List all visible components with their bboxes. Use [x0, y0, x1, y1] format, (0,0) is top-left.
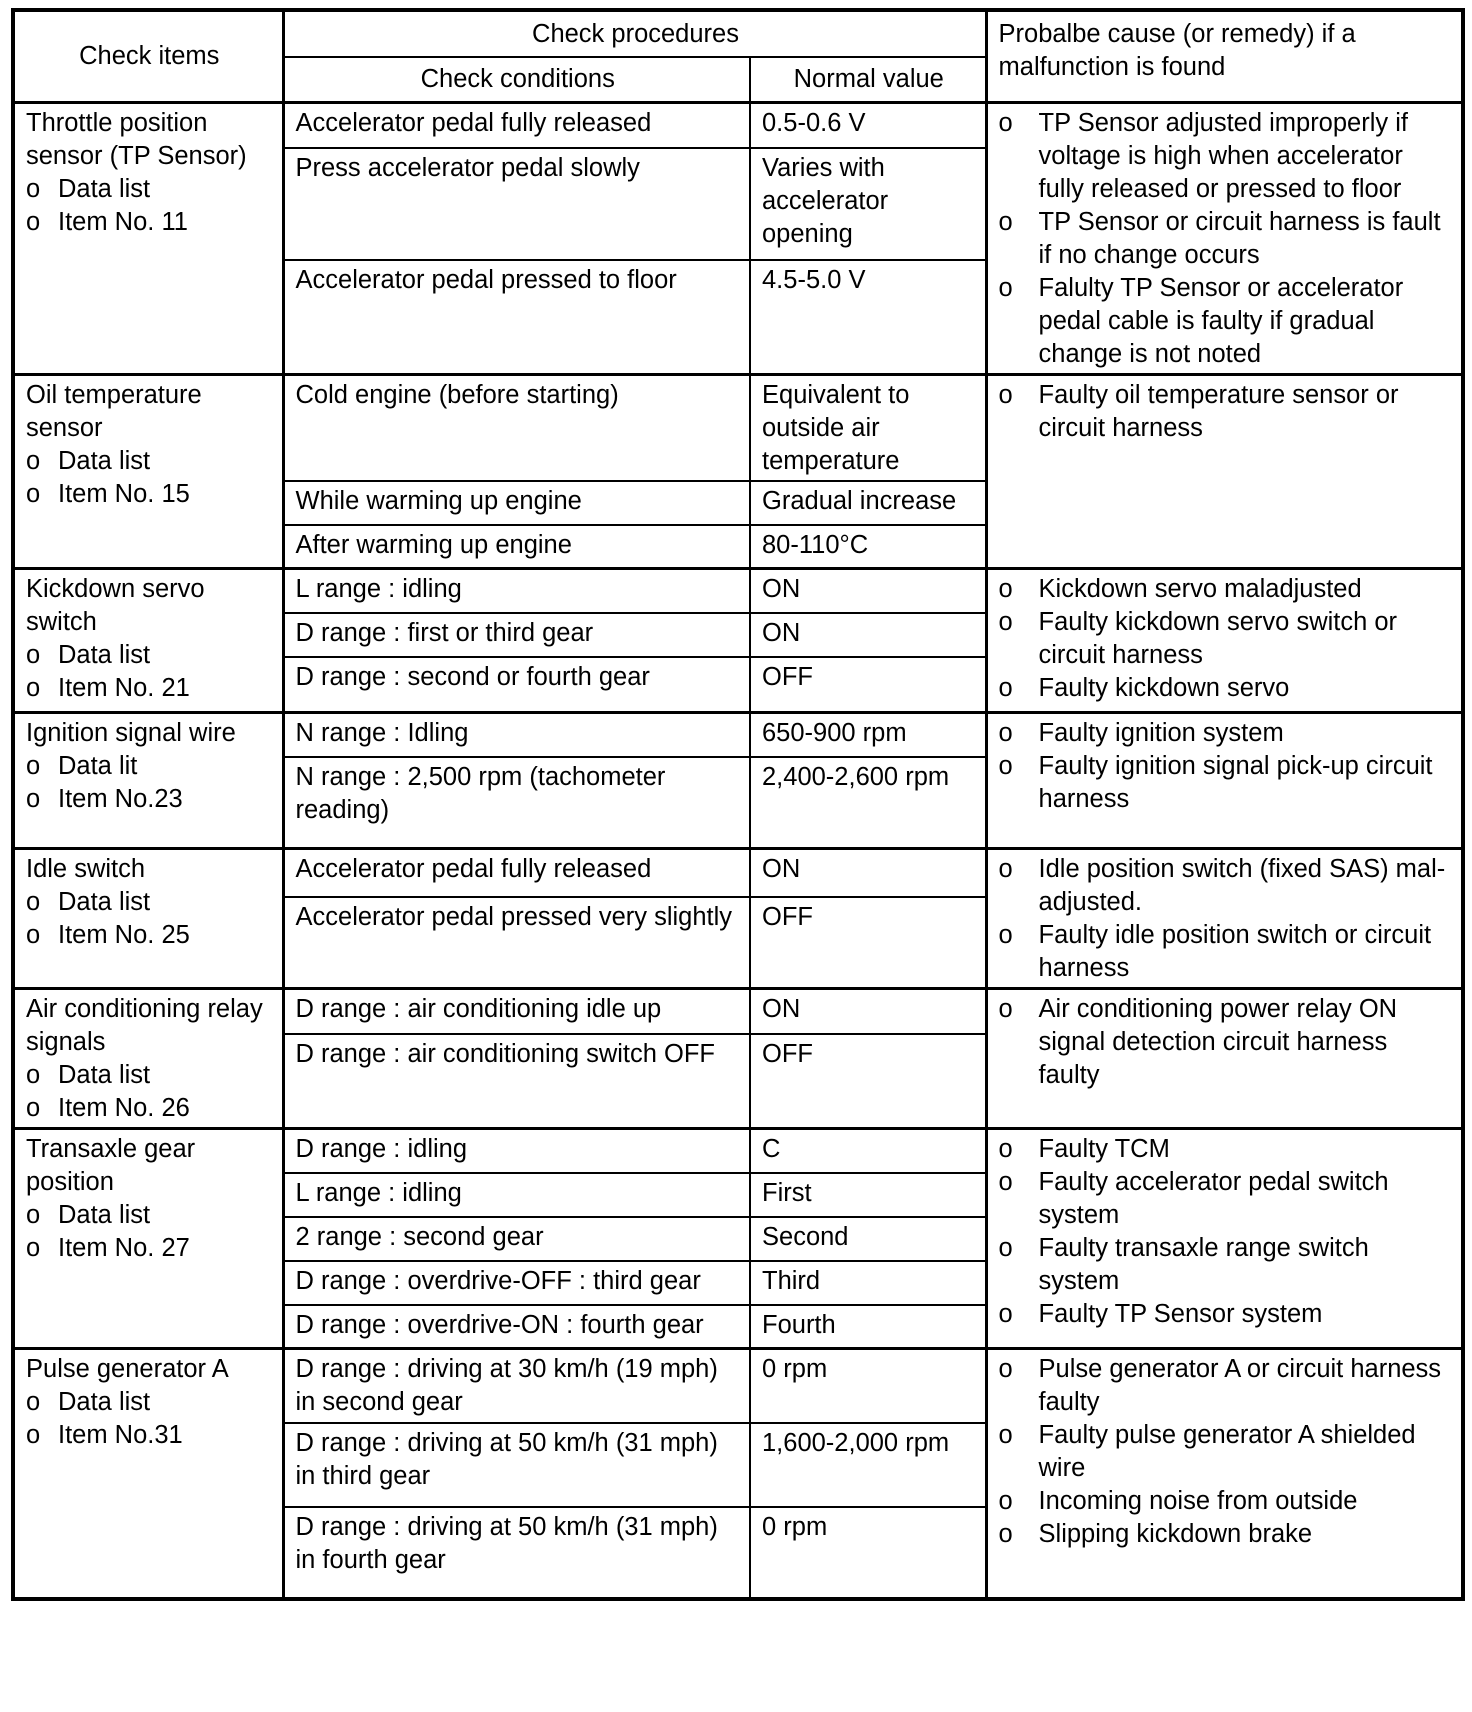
check-item-title: Oil temperature sensor	[26, 380, 202, 442]
check-item-title: Pulse generator A	[26, 1355, 229, 1383]
table-row	[13, 989, 1463, 1035]
cause-list-item	[999, 993, 1453, 1092]
check-condition-cell: D range : idling	[283, 1129, 750, 1173]
check-item-subline	[26, 783, 273, 816]
bullet-icon: o	[26, 641, 41, 669]
check-item-subline	[26, 206, 273, 239]
check-item-subline	[26, 1386, 273, 1419]
normal-value-cell: ON	[750, 989, 986, 1035]
probable-cause-cell	[986, 1129, 1463, 1349]
table-body	[13, 102, 1463, 1599]
normal-value-cell: 80-110°C	[750, 525, 986, 569]
header-normal-value: Normal value	[750, 57, 986, 102]
table-row	[13, 849, 1463, 897]
check-item-reference: Data list	[58, 888, 151, 916]
cause-text: TP Sensor adjusted improperly if voltage is high when accelerator fully released or pressed to floor	[1038, 108, 1408, 203]
bullet-icon: o	[998, 575, 1013, 603]
cause-list-item	[999, 1353, 1453, 1419]
check-item-reference: Item No. 26	[58, 1094, 190, 1122]
bullet-icon: o	[26, 1094, 41, 1122]
bullet-icon: o	[26, 479, 41, 508]
normal-value-cell: 1,600-2,000 rpm	[750, 1423, 986, 1507]
check-item-subline	[26, 478, 273, 511]
bullet-icon: o	[26, 752, 41, 780]
normal-value-cell: 0 rpm	[750, 1349, 986, 1423]
probable-cause-cell	[986, 374, 1463, 569]
cause-text: TP Sensor or circuit harness is fault if no change occurs	[1038, 207, 1441, 269]
bullet-icon: o	[998, 1487, 1013, 1515]
normal-value-cell: ON	[750, 569, 986, 613]
cause-text: Faulty TCM	[1038, 1135, 1170, 1163]
bullet-icon: o	[998, 995, 1013, 1023]
cause-list-item	[999, 1232, 1453, 1298]
cause-list-item	[999, 1485, 1453, 1518]
table-row	[13, 1349, 1463, 1423]
cause-list-item	[999, 379, 1453, 445]
check-condition-cell: Cold engine (before starting)	[283, 374, 750, 481]
cause-list-item	[999, 1298, 1453, 1331]
check-condition-cell: D range : air conditioning idle up	[283, 989, 750, 1035]
check-item-reference: Item No. 15	[58, 479, 190, 508]
check-item-reference: Item No.23	[58, 785, 183, 813]
cause-list-item	[999, 606, 1453, 672]
probable-cause-cell	[986, 989, 1463, 1129]
header-probable-cause: Probalbe cause (or remedy) if a malfunction is found	[986, 10, 1463, 102]
normal-value-cell: Equivalent to outside air temperature	[750, 374, 986, 481]
table-row	[13, 713, 1463, 757]
check-procedure-table	[11, 8, 1465, 1601]
cause-list-item	[999, 919, 1453, 985]
bullet-icon: o	[998, 855, 1013, 883]
cause-list-item	[999, 107, 1453, 206]
probable-cause-cell	[986, 849, 1463, 989]
header-check-conditions: Check conditions	[283, 57, 750, 102]
normal-value-cell: OFF	[750, 897, 986, 989]
bullet-icon: o	[998, 1300, 1013, 1328]
check-item-subline	[26, 886, 273, 919]
cause-list-item	[999, 672, 1453, 705]
table-row	[13, 569, 1463, 613]
cause-list-item	[999, 717, 1453, 750]
check-item-subline	[26, 750, 273, 783]
probable-cause-cell	[986, 102, 1463, 374]
bullet-icon: o	[998, 1421, 1013, 1449]
normal-value-cell: 650-900 rpm	[750, 713, 986, 757]
normal-value-cell: Third	[750, 1261, 986, 1305]
bullet-icon: o	[998, 1355, 1013, 1383]
check-item-subline	[26, 1092, 273, 1125]
cause-list-item	[999, 853, 1453, 919]
cause-text: Idle position switch (fixed SAS) mal-adjusted.	[1038, 855, 1446, 916]
bullet-icon: o	[26, 1421, 41, 1449]
check-item-subline	[26, 1059, 273, 1092]
bullet-icon: o	[26, 1061, 41, 1089]
check-condition-cell: L range : idling	[283, 1173, 750, 1217]
bullet-icon: o	[998, 380, 1013, 409]
check-item-reference: Data list	[58, 446, 151, 475]
bullet-icon: o	[26, 207, 41, 236]
cause-text: Faulty ignition system	[1038, 719, 1284, 747]
cause-text: Faulty transaxle range switch system	[1038, 1234, 1369, 1295]
header-check-procedures: Check procedures	[283, 10, 986, 57]
check-item-cell	[13, 849, 283, 989]
check-item-title: Throttle position sensor (TP Sensor)	[26, 108, 247, 170]
bullet-icon: o	[998, 207, 1013, 236]
bullet-icon: o	[998, 1135, 1013, 1163]
check-condition-cell: Press accelerator pedal slowly	[283, 148, 750, 260]
cause-text: Faulty pulse generator A shielded wire	[1038, 1421, 1416, 1482]
check-condition-cell: D range : overdrive-ON : fourth gear	[283, 1305, 750, 1349]
check-condition-cell: D range : second or fourth gear	[283, 657, 750, 713]
bullet-icon: o	[26, 446, 41, 475]
check-item-subline	[26, 1199, 273, 1232]
check-item-cell	[13, 1129, 283, 1349]
cause-list-item	[999, 272, 1453, 371]
cause-text: Incoming noise from outside	[1038, 1487, 1358, 1515]
check-condition-cell: Accelerator pedal pressed to floor	[283, 260, 750, 374]
check-condition-cell: D range : first or third gear	[283, 613, 750, 657]
cause-list-item	[999, 1518, 1453, 1551]
cause-text: Kickdown servo maladjusted	[1038, 575, 1362, 603]
cause-text: Faulty kickdown servo	[1038, 674, 1290, 702]
normal-value-cell: 2,400-2,600 rpm	[750, 757, 986, 849]
header-check-items: Check items	[13, 10, 283, 102]
check-item-title: Transaxle gear position	[26, 1135, 196, 1196]
bullet-icon: o	[26, 174, 41, 203]
check-item-reference: Item No. 27	[58, 1234, 190, 1262]
check-item-reference: Data list	[58, 1388, 151, 1416]
check-item-cell	[13, 102, 283, 374]
cause-list-item	[999, 1419, 1453, 1485]
cause-list-item	[999, 206, 1453, 272]
normal-value-cell: OFF	[750, 1034, 986, 1128]
normal-value-cell: ON	[750, 849, 986, 897]
cause-text: Slipping kickdown brake	[1038, 1520, 1313, 1548]
cause-list-item	[999, 1166, 1453, 1232]
check-condition-cell: D range : air conditioning switch OFF	[283, 1034, 750, 1128]
bullet-icon: o	[998, 719, 1013, 747]
bullet-icon: o	[998, 1234, 1013, 1262]
cause-list-item	[999, 573, 1453, 606]
bullet-icon: o	[998, 674, 1013, 702]
bullet-icon: o	[26, 921, 41, 949]
table-row	[13, 374, 1463, 481]
normal-value-cell: Fourth	[750, 1305, 986, 1349]
bullet-icon: o	[26, 1388, 41, 1416]
normal-value-cell: OFF	[750, 657, 986, 713]
cause-text: Faulty kickdown servo switch or circuit harness	[1038, 608, 1398, 669]
probable-cause-cell	[986, 1349, 1463, 1599]
normal-value-cell: Varies with accelerator opening	[750, 148, 986, 260]
check-item-reference: Item No. 25	[58, 921, 190, 949]
check-item-cell	[13, 1349, 283, 1599]
check-item-cell	[13, 374, 283, 569]
check-item-reference: Data list	[58, 1201, 151, 1229]
check-condition-cell: Accelerator pedal fully released	[283, 849, 750, 897]
check-condition-cell: While warming up engine	[283, 481, 750, 525]
bullet-icon: o	[998, 752, 1013, 780]
bullet-icon: o	[998, 1168, 1013, 1196]
normal-value-cell: 4.5-5.0 V	[750, 260, 986, 374]
check-item-title: Kickdown servo switch	[26, 575, 205, 636]
cause-text: Faulty idle position switch or circuit harness	[1038, 921, 1432, 982]
cause-text: Faulty ignition signal pick-up circuit harness	[1038, 752, 1433, 813]
normal-value-cell: ON	[750, 613, 986, 657]
bullet-icon: o	[26, 1234, 41, 1262]
check-item-title: Idle switch	[26, 855, 146, 883]
check-item-cell	[13, 989, 283, 1129]
check-condition-cell: N range : Idling	[283, 713, 750, 757]
check-condition-cell: Accelerator pedal fully released	[283, 102, 750, 148]
check-condition-cell: 2 range : second gear	[283, 1217, 750, 1261]
table-row	[13, 1129, 1463, 1173]
bullet-icon: o	[998, 1520, 1013, 1548]
check-item-reference: Data list	[58, 174, 151, 203]
check-item-reference: Data list	[58, 1061, 151, 1089]
normal-value-cell: First	[750, 1173, 986, 1217]
probable-cause-cell	[986, 713, 1463, 849]
check-item-reference: Item No. 11	[58, 207, 188, 236]
check-item-reference: Item No. 21	[58, 674, 190, 702]
normal-value-cell: 0 rpm	[750, 1507, 986, 1599]
check-condition-cell: D range : driving at 30 km/h (19 mph) in second gear	[283, 1349, 750, 1423]
normal-value-cell: Gradual increase	[750, 481, 986, 525]
check-condition-cell: L range : idling	[283, 569, 750, 613]
bullet-icon: o	[998, 921, 1013, 949]
check-item-reference: Item No.31	[58, 1421, 183, 1449]
check-condition-cell: N range : 2,500 rpm (tachometer reading)	[283, 757, 750, 849]
check-item-reference: Data lit	[58, 752, 138, 780]
table-row	[13, 102, 1463, 148]
bullet-icon: o	[26, 674, 41, 702]
cause-text: Faulty accelerator pedal switch system	[1038, 1168, 1389, 1229]
check-item-subline	[26, 1232, 273, 1265]
cause-text: Air conditioning power relay ON signal detection circuit harness faulty	[1038, 995, 1398, 1089]
normal-value-cell: C	[750, 1129, 986, 1173]
check-item-subline	[26, 639, 273, 672]
check-item-subline	[26, 672, 273, 705]
normal-value-cell: 0.5-0.6 V	[750, 102, 986, 148]
cause-text: Pulse generator A or circuit harness faulty	[1038, 1355, 1442, 1416]
check-item-subline	[26, 1419, 273, 1452]
check-condition-cell: Accelerator pedal pressed very slightly	[283, 897, 750, 989]
check-item-cell	[13, 713, 283, 849]
bullet-icon: o	[998, 608, 1013, 636]
bullet-icon: o	[26, 888, 41, 916]
check-condition-cell: D range : driving at 50 km/h (31 mph) in third gear	[283, 1423, 750, 1507]
cause-list-item	[999, 1133, 1453, 1166]
normal-value-cell: Second	[750, 1217, 986, 1261]
check-table-page	[11, 8, 1461, 1601]
bullet-icon: o	[26, 1201, 41, 1229]
check-condition-cell: D range : driving at 50 km/h (31 mph) in fourth gear	[283, 1507, 750, 1599]
check-item-subline	[26, 445, 273, 478]
check-item-title: Ignition signal wire	[26, 719, 236, 747]
cause-text: Faulty TP Sensor system	[1038, 1300, 1323, 1328]
bullet-icon: o	[26, 785, 41, 813]
cause-list-item	[999, 750, 1453, 816]
check-condition-cell: After warming up engine	[283, 525, 750, 569]
check-item-subline	[26, 173, 273, 206]
cause-text: Faulty oil temperature sensor or circuit harness	[1038, 380, 1399, 442]
bullet-icon: o	[998, 273, 1013, 302]
check-condition-cell: D range : overdrive-OFF : third gear	[283, 1261, 750, 1305]
bullet-icon: o	[998, 108, 1013, 137]
check-item-cell	[13, 569, 283, 713]
check-item-title: Air conditioning relay signals	[26, 995, 263, 1056]
cause-text: Falulty TP Sensor or accelerator pedal cable is faulty if gradual change is not noted	[1038, 273, 1404, 368]
check-item-reference: Data list	[58, 641, 151, 669]
probable-cause-cell	[986, 569, 1463, 713]
check-item-subline	[26, 919, 273, 952]
